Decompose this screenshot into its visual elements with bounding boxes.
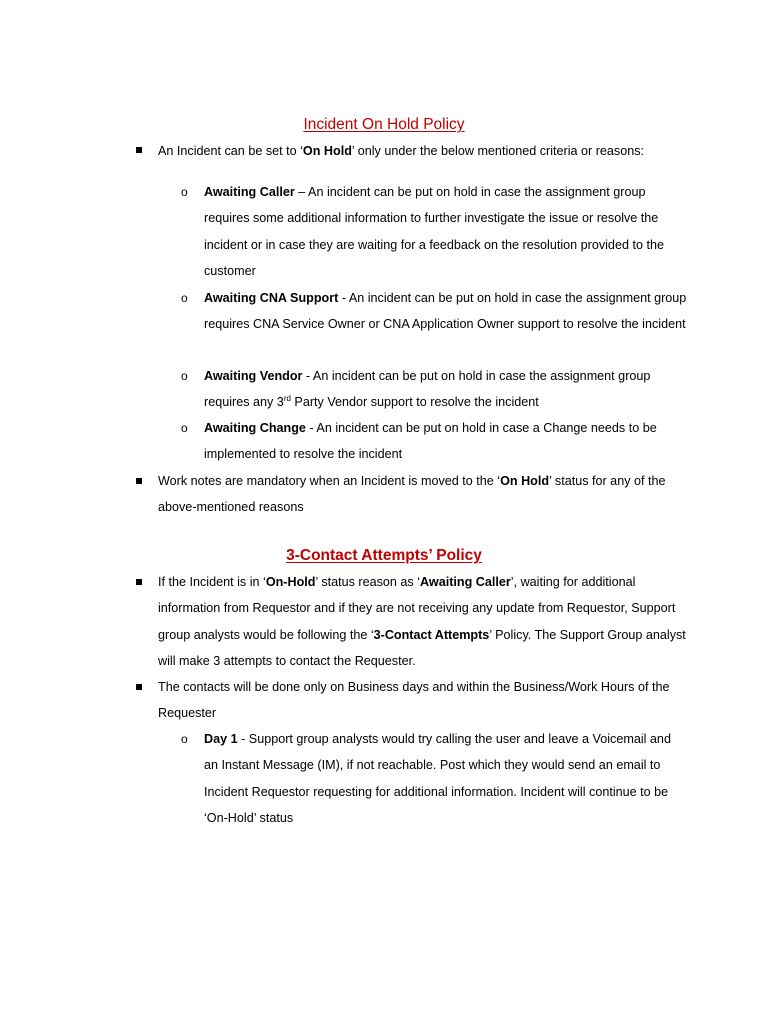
bullet-on-hold-criteria: An Incident can be set to ‘On Hold’ only under the below mentioned criteria or reasons: [158, 144, 645, 158]
circle-bullet-icon: o [181, 421, 188, 435]
square-bullet-icon [136, 579, 142, 585]
sub-item-awaiting-caller: Awaiting Caller – An incident can be put on hold in case the assignment group requires some additional information to further investigate the issue or resolve the incident or in case they are waiting for a feedback on the resolution provided to the customer [204, 185, 664, 278]
section-title-contact-attempts-policy: 3-Contact Attempts’ Policy [286, 547, 482, 564]
circle-bullet-icon: o [181, 732, 188, 746]
bullet-work-notes: Work notes are mandatory when an Incident is moved to the ‘On Hold’ status for any of the above-mentioned reasons [158, 474, 666, 515]
sub-item-day-1: Day 1 - Support group analysts would try calling the user and leave a Voicemail and an Instant Message (IM), if not reachable. Post which they would send an email to Incident Requestor requesting for additional information. Incident will continue to be ‘On-Hold’ status [204, 732, 671, 825]
circle-bullet-icon: o [181, 369, 188, 383]
section-title-on-hold-policy: Incident On Hold Policy [303, 116, 465, 133]
bullet-contact-attempts: If the Incident is in ‘On-Hold’ status reason as ‘Awaiting Caller’, waiting for additional information from Requestor and if they are not receiving any update from Requestor, Support group analysts would be following the ‘3-Contact Attempts’ Policy. The Support Group analyst will make 3 attempts to contact the Requester. [158, 575, 686, 668]
square-bullet-icon [136, 147, 142, 153]
sub-item-awaiting-change: Awaiting Change - An incident can be put on hold in case a Change needs to be implemented to resolve the incident [204, 421, 657, 462]
circle-bullet-icon: o [181, 291, 188, 305]
square-bullet-icon [136, 684, 142, 690]
bullet-business-days: The contacts will be done only on Business days and within the Business/Work Hours of the Requester [158, 680, 670, 721]
sub-item-awaiting-vendor: Awaiting Vendor - An incident can be put on hold in case the assignment group requires any 3rd Party Vendor support to resolve the incident [204, 369, 651, 410]
circle-bullet-icon: o [181, 185, 188, 199]
square-bullet-icon [136, 478, 142, 484]
sub-item-awaiting-cna-support: Awaiting CNA Support - An incident can be put on hold in case the assignment group requires CNA Service Owner or CNA Application Owner support to resolve the incident [204, 291, 687, 332]
